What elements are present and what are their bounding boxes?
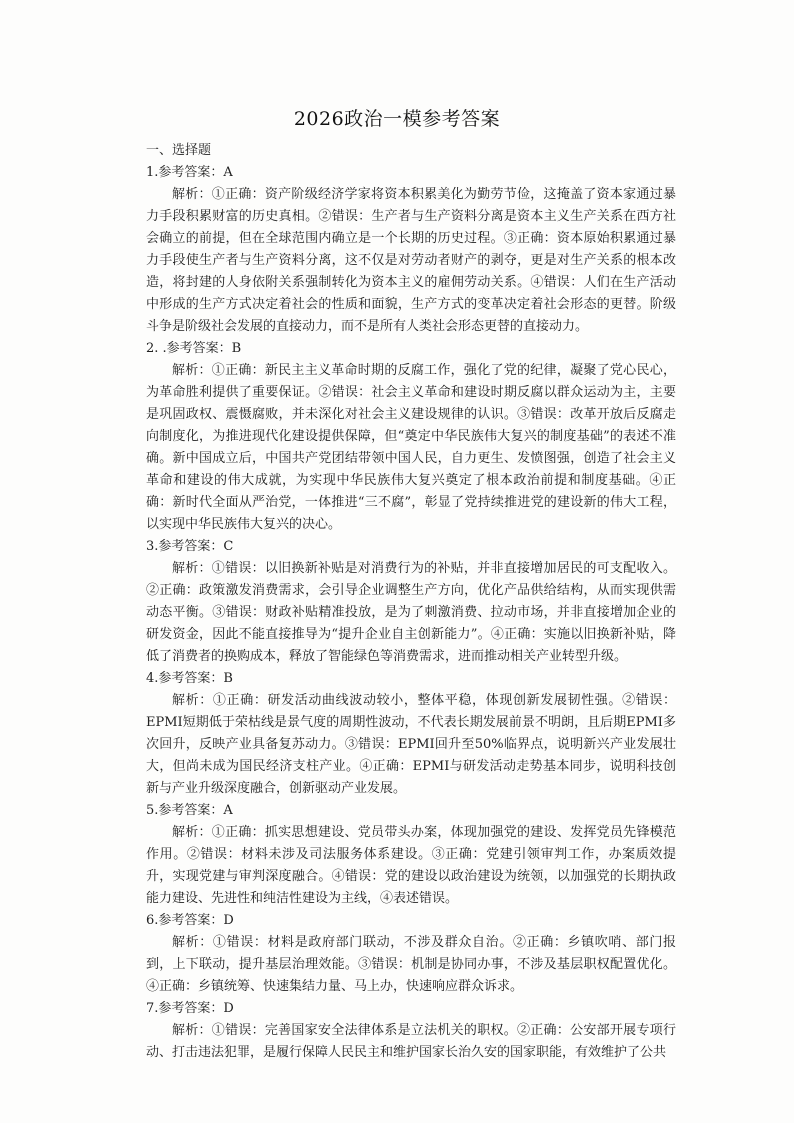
analysis-text: 解析：①错误：完善国家安全法律体系是立法机关的职权。②正确：公安部开展专项行动、打击违法犯罪，是履行保障人民民主和维护国家长治久安的国家职能，有效维护了公共 xyxy=(146,1023,676,1060)
question-1 xyxy=(146,162,676,338)
question-2 xyxy=(146,338,676,536)
analysis-text: 解析：①错误：以旧换新补贴是对消费行为的补贴，并非直接增加居民的可支配收入。②正确：政策激发消费需求，会引导企业调整生产方向，优化产品供给结构，从而实现供需动态平衡。③错误：财政补贴精准投放，是为了刺激消费、拉动市场，并非直接增加企业的研发资金，因此不能直接推导为“提升企业自主创新能力”。④正确：实施以旧换新补贴，降低了消费者的换购成本，释放了智能绿色等消费需求，进而推动相关产业转型升级。 xyxy=(146,561,676,664)
answer-label: 7.参考答案：D xyxy=(146,1001,234,1016)
section-heading: 一、选择题 xyxy=(146,143,212,158)
answer-label: 4.参考答案：B xyxy=(146,671,233,686)
page-title: 2026政治一模参考答案 xyxy=(293,108,501,130)
analysis-text: 解析：①正确：新民主主义革命时期的反腐工作，强化了党的纪律，凝聚了党心民心，为革命胜利提供了重要保证。②错误：社会主义革命和建设时期反腐以群众运动为主，主要是巩固政权、震慑腐败，并未深化对社会主义建设规律的认识。③错误：改革开放后反腐走向制度化，为推进现代化建设提供保障，但“奠定中华民族伟大复兴的制度基础”的表述不准确。新中国成立后，中国共产党团结带领中国人民，自力更生、发愤图强，创造了社会主义革命和建设的伟大成就，为实现中华民族伟大复兴奠定了根本政治前提和制度基础。④正确：新时代全面从严治党，一体推进“三不腐”，彰显了党持续推进党的建设新的伟大工程，以实现中华民族伟大复兴的决心。 xyxy=(146,363,676,532)
analysis-text: 解析：①正确：研发活动曲线波动较小，整体平稳，体现创新发展韧性强。②错误：EPMI短期低于荣枯线是景气度的周期性波动，不代表长期发展前景不明朗，且后期EPMI多次回升，反映产业具备复苏动力。③错误：EPMI回升至50%临界点，说明新兴产业发展壮大，但尚未成为国民经济支柱产业。④正确：EPMI与研发活动走势基本同步，说明科技创新与产业升级深度融合，创新驱动产业发展。 xyxy=(146,693,676,796)
answer-label: 6.参考答案：D xyxy=(146,913,234,928)
analysis-text: 解析：①正确：抓实思想建设、党员带头办案，体现加强党的建设、发挥党员先锋模范作用。②错误：材料未涉及司法服务体系建设。③正确：党建引领审判工作，办案质效提升，实现党建与审判深度融合。④错误：党的建设以政治建设为统领，以加强党的长期执政能力建设、先进性和纯洁性建设为主线，④表述错误。 xyxy=(146,825,676,906)
answer-label: 2. .参考答案：B xyxy=(146,341,242,356)
question-6 xyxy=(146,910,676,998)
analysis-text: 解析：①正确：资产阶级经济学家将资本积累美化为勤劳节俭，这掩盖了资本家通过暴力手段积累财富的历史真相。②错误：生产者与生产资料分离是资本主义生产关系在西方社会确立的前提，但在全球范围内确立是一个长期的历史过程。③正确：资本原始积累通过暴力手段使生产者与生产资料分离，这不仅是对劳动者财产的剥夺，更是对生产关系的根本改造，将封建的人身依附关系强制转化为资本主义的雇佣劳动关系。④错误：人们在生产活动中形成的生产方式决定着社会的性质和面貌，生产方式的变革决定着社会形态的更替。阶级斗争是阶级社会发展的直接动力，而不是所有人类社会形态更替的直接动力。 xyxy=(146,187,676,334)
answer-label: 3.参考答案：C xyxy=(146,539,234,554)
analysis-text: 解析：①错误：材料是政府部门联动，不涉及群众自治。②正确：乡镇吹哨、部门报到，上下联动，提升基层治理效能。③错误：机制是协同办事，不涉及基层职权配置优化。④正确：乡镇统筹、快速集结力量、马上办，快速响应群众诉求。 xyxy=(146,935,676,994)
question-4 xyxy=(146,668,676,800)
answer-label: 5.参考答案：A xyxy=(146,803,233,818)
answer-label: 1.参考答案：A xyxy=(146,165,233,180)
answer-content xyxy=(146,140,676,1064)
question-5 xyxy=(146,800,676,910)
question-3 xyxy=(146,536,676,668)
question-7 xyxy=(146,998,676,1064)
